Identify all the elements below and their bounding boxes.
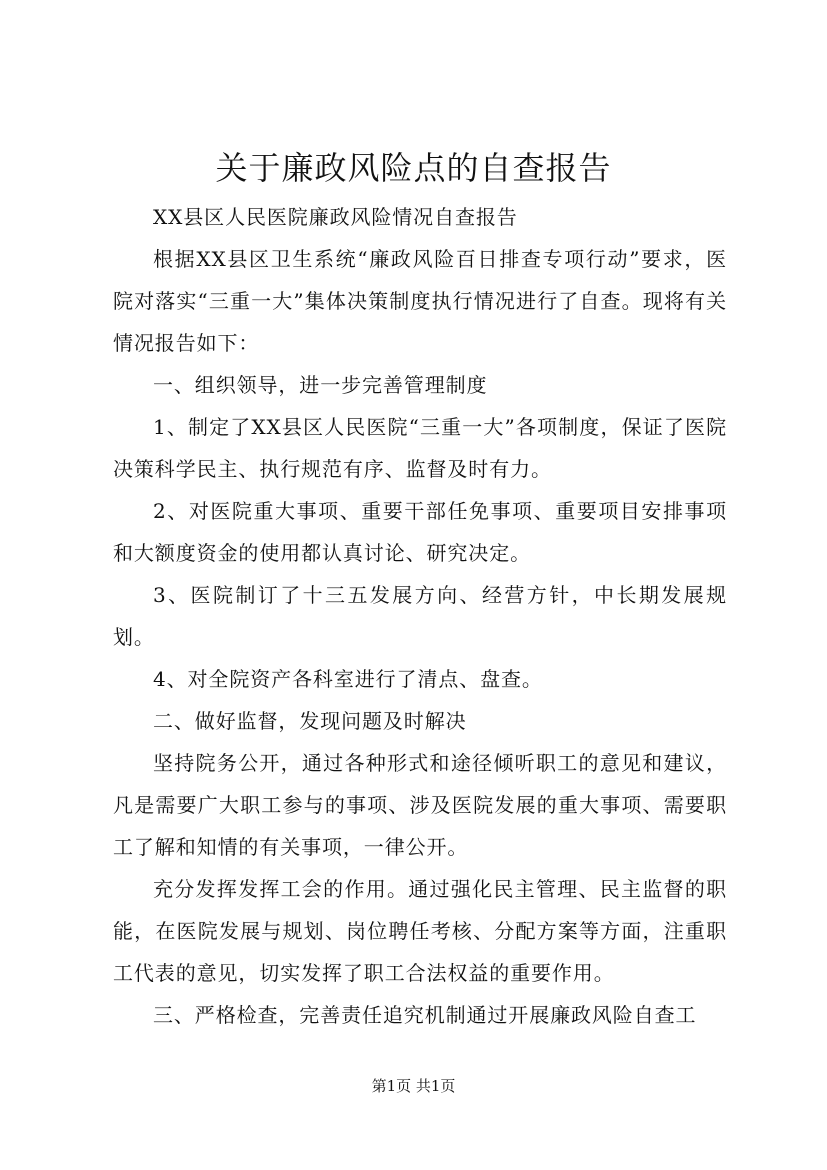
section-heading-1: 一、组织领导，进一步完善管理制度	[153, 373, 488, 397]
list-item-2: 2、对医院重大事项、重要干部任免事项、重要项目安排事项和大额度资金的使用都认真讨论、研究决定。	[113, 499, 727, 565]
page-footer	[0, 1076, 827, 1096]
document-body	[113, 196, 727, 1036]
list-item-3: 3、医院制订了十三五发展方向、经营方针，中长期发展规划。	[113, 583, 727, 649]
list-item-4: 4、对全院资产各科室进行了清点、盘查。	[153, 667, 543, 691]
section-heading-2: 二、做好监督，发现问题及时解决	[153, 709, 467, 733]
section-heading-3: 三、严格检查，完善责任追究机制通过开展廉政风险自查工	[153, 1003, 697, 1027]
intro-paragraph: 根据XX县区卫生系统“廉政风险百日排查专项行动”要求，医院对落实“三重一大”集体决策制度执行情况进行了自查。现将有关情况报告如下：	[113, 247, 727, 355]
page-number-label: 第1页 共1页	[371, 1077, 456, 1095]
document-title: 关于廉政风险点的自查报告	[215, 149, 612, 187]
subtitle-paragraph: XX县区人民医院廉政风险情况自查报告	[153, 205, 518, 229]
body-paragraph-union: 充分发挥发挥工会的作用。通过强化民主管理、民主监督的职能，在医院发展与规划、岗位聘任考核、分配方案等方面，注重职工代表的意见，切实发挥了职工合法权益的重要作用。	[113, 877, 727, 985]
body-paragraph-openness: 坚持院务公开，通过各种形式和途径倾听职工的意见和建议，凡是需要广大职工参与的事项、涉及医院发展的重大事项、需要职工了解和知情的有关事项，一律公开。	[113, 751, 727, 859]
list-item-1: 1、制定了XX县区人民医院“三重一大”各项制度，保证了医院决策科学民主、执行规范有序、监督及时有力。	[113, 415, 727, 481]
